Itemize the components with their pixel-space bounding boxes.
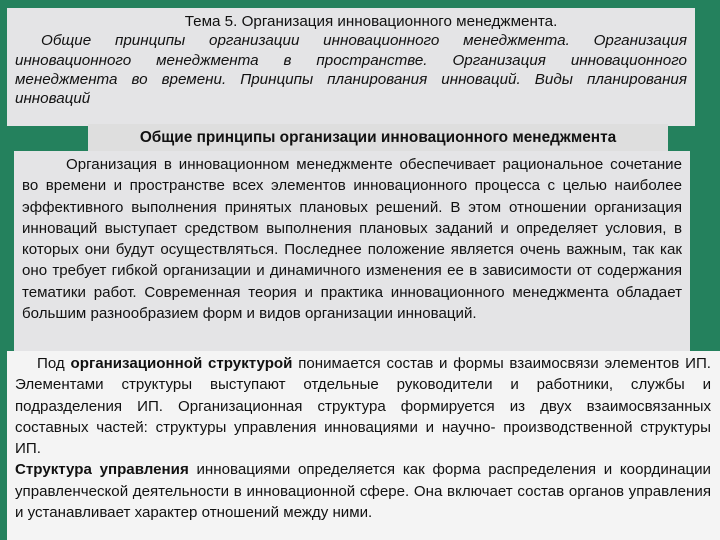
section-subtitle: Общие принципы организации инновационного менеджмента (88, 124, 668, 151)
topic-list: Общие принципы организации инновационного менеджмента. Организация инновационного менеджмента в пространстве. Организация инновационного менеджмента во времени. Принципы планирования инноваций. Виды планирования инноваций (15, 32, 687, 108)
term-management-structure: Структура управления (15, 461, 189, 479)
paragraph-management-structure: Структура управления инновациями определяется как форма распределения и координации управленческой деятельности в инновационной сфере. Она включает состав органов управления и устанавливает характер отношений между ними. (15, 461, 711, 522)
topic-title: Тема 5. Организация инновационного менеджмента. (184, 13, 558, 30)
topic-header (7, 8, 695, 126)
paragraph-structure-block (7, 351, 720, 540)
term-org-structure: организационной структурой (70, 355, 293, 372)
paragraph-organization: Организация в инновационном менеджменте обеспечивает рациональное сочетание во времени и пространстве всех элементов инновационного процесса с целью наиболее эффективного выполнения принятых плановых решений. В этом отношении организация инноваций выступает средством выполнения плановых заданий и определяет условия, в которых они будут осуществляться. Последнее положение является очень важным, так как оно требует гибкой организации и динамичного изменения ее в зависимости от содержания тематики работ. Современная теория и практика инновационного менеджмента обладает большим разнообразием форм и видов организации инноваций. (14, 151, 690, 351)
paragraph-org-structure: Под организационной структурой понимается состав и формы взаимосвязи элементов ИП. Элементами структуры выступают отдельные руководители и работники, службы и подразделения ИП. Организационная структура формируется из двух взаимосвязанных составных частей: структуры управления инновациями и научно- производственной структуры ИП. (15, 355, 711, 458)
